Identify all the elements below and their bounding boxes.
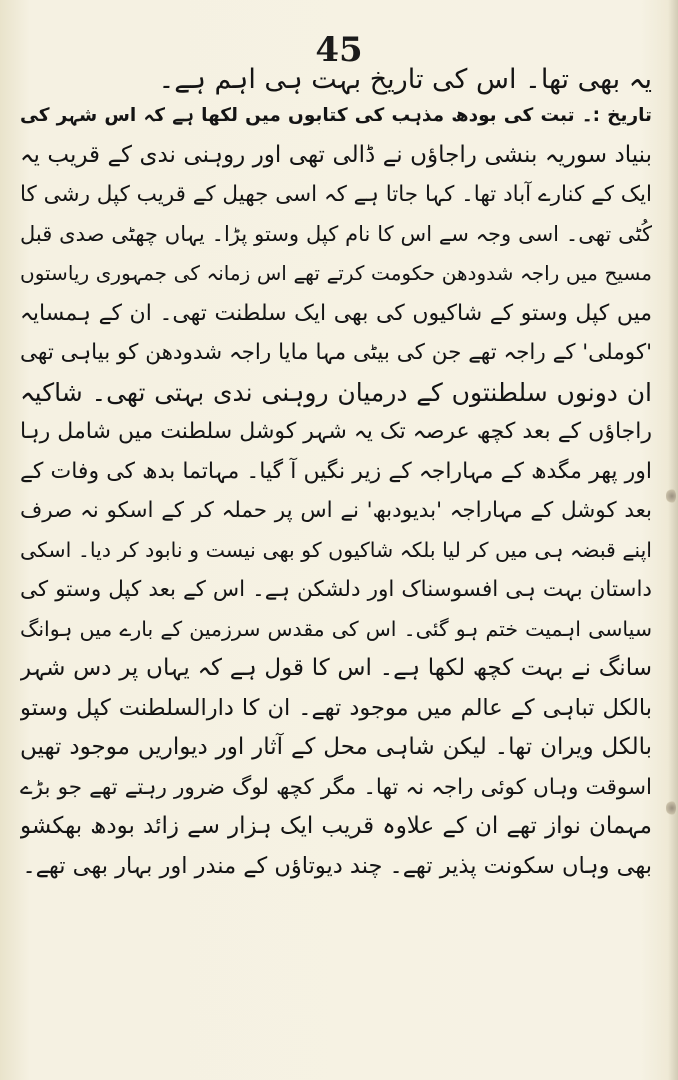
text-line: 'کوملی' کے راجہ تھے جن کی بیٹی مہا مایا راجہ شدودھن کو بیاہی تھی bbox=[20, 340, 652, 365]
text-line: راجاؤں کے بعد کچھ عرصہ تک یہ شہر کوشل سلطنت میں شامل رہا bbox=[20, 419, 652, 444]
body-text bbox=[20, 64, 652, 886]
text-line: بالکل ویران تھا۔ لیکن شاہی محل کے آثار اور دیواریں موجود تھیں bbox=[20, 734, 652, 760]
text-line: اسوقت وہاں کوئی راجہ نہ تھا۔ مگر کچھ لوگ ضرور رہتے تھے جو بڑے bbox=[20, 774, 652, 800]
text-line: بعد کوشل کے مہاراجہ 'بدیودبھ' نے اس پر حملہ کر کے اسکو نہ صرف bbox=[20, 498, 652, 523]
text-line: میں کپل وستو کے شاکیوں کی بھی ایک سلطنت تھی۔ ان کے ہمسایہ bbox=[20, 300, 652, 326]
text-line: یہ بھی تھا۔ اس کی تاریخ بہت ہی اہم ہے۔ bbox=[158, 64, 652, 95]
text-line: بھی وہاں سکونت پذیر تھے۔ چند دیوتاؤں کے مندر اور بہار بھی تھے۔ bbox=[22, 852, 652, 879]
text-line: ایک کے کنارے آباد تھا۔ کہا جاتا ہے کہ اسی جھیل کے قریب کپل رشی کا bbox=[20, 182, 652, 207]
text-line: مسیح میں راجہ شدودھن حکومت کرتے تھے اس زمانہ کی جمہوری ریاستوں bbox=[20, 261, 652, 285]
text-line: اور پھر مگدھ کے مہاراجہ کے زیر نگیں آ گیا۔ مہاتما بدھ کی وفات کے bbox=[20, 458, 652, 484]
text-line: بالکل تباہی کے عالم میں موجود تھے۔ ان کا دارالسلطنت کپل وستو bbox=[20, 694, 652, 721]
binding-hole bbox=[666, 800, 676, 816]
binding-hole bbox=[666, 488, 676, 504]
text-line: مہمان نواز تھے ان کے علاوہ قریب ایک ہزار سے زائد بودھ بھکشو bbox=[20, 813, 652, 839]
text-line: ان دونوں سلطنتوں کے درمیان روہنی ندی بہتی تھی۔ شاکیہ bbox=[20, 377, 652, 407]
text-line: کُٹی تھی۔ اسی وجہ سے اس کا نام کپل وستو پڑا۔ یہاں چھٹی صدی قبل bbox=[20, 221, 652, 246]
page-edge-shadow bbox=[668, 0, 678, 1080]
text-line: اپنے قبضہ ہی میں کر لیا بلکہ شاکیوں کو بھی نیست و نابود کر دیا۔ اسکی bbox=[20, 537, 652, 562]
page-number: 45 bbox=[315, 30, 363, 70]
text-line: داستان بہت ہی افسوسناک اور دلشکن ہے۔ اس کے بعد کپل وستو کی bbox=[20, 577, 652, 602]
text-line: سیاسی اہمیت ختم ہو گئی۔ اس کی مقدس سرزمین کے بارے میں ہوانگ bbox=[20, 616, 652, 641]
text-line: بنیاد سوریہ بنشی راجاؤں نے ڈالی تھی اور روہنی ندی کے قریب یہ bbox=[20, 141, 652, 168]
text-line: تاریخ :۔ تبت کی بودھ مذہب کی کتابوں میں لکھا ہے کہ اس شہر کی bbox=[20, 105, 652, 126]
text-line: سانگ نے بہت کچھ لکھا ہے۔ اس کا قول ہے کہ یہاں پر دس شہر bbox=[20, 655, 652, 681]
